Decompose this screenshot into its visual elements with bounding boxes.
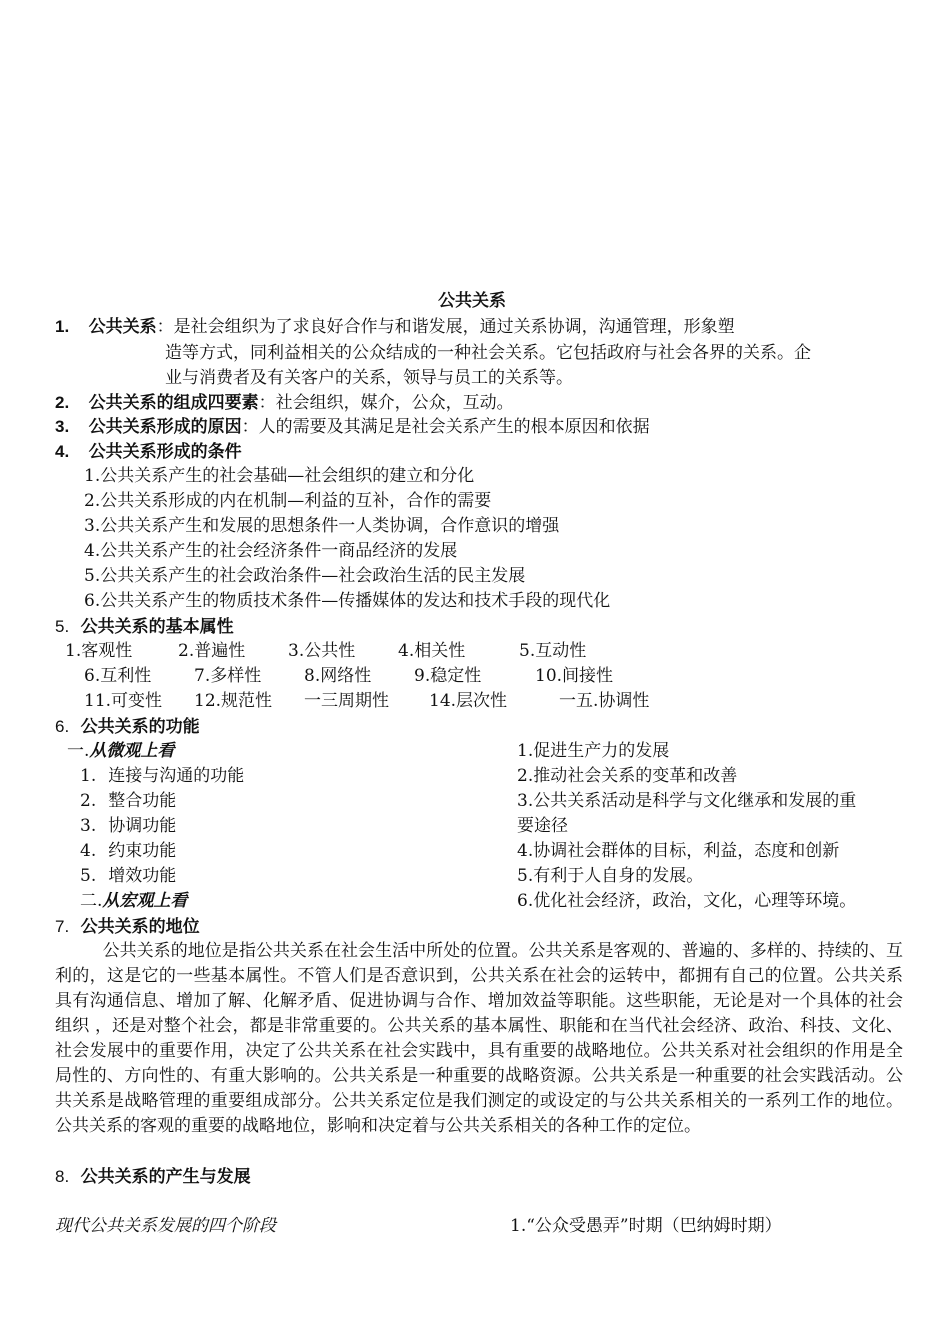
section-4-heading: [55, 439, 242, 465]
macro-item: 4.协调社会群体的目标，利益，态度和创新: [517, 841, 840, 861]
section-text: 人的需要及其满足是社会关系产生的根本原因和依据: [258, 417, 650, 437]
section-1-line3: 业与消费者及有关客户的关系，领导与员工的关系等。: [165, 368, 573, 388]
colon: ：: [156, 317, 174, 337]
attribute: 11.可变性: [84, 691, 163, 711]
list-item: 4.公共关系产生的社会经济条件一商品经济的发展: [84, 541, 458, 561]
attribute: 3.公共性: [288, 641, 356, 661]
section-term: 公共关系的组成四要素: [88, 393, 259, 413]
section-number: 1.: [55, 317, 70, 336]
definition-text: 是社会组织为了求良好合作与和谐发展，通过关系协调，沟通管理，形象塑: [173, 317, 735, 337]
section-term: 公共关系的功能: [80, 717, 200, 737]
section-number: 3.: [55, 417, 70, 436]
attribute: 2.普遍性: [178, 641, 246, 661]
macro-item: 5.有利于人自身的发展。: [517, 866, 704, 886]
section-number: 5.: [55, 617, 70, 636]
macro-heading: [80, 889, 187, 914]
list-item: 1. 连接与沟通的功能: [80, 766, 245, 786]
list-item: 3.公共关系产生和发展的思想条件一人类协调，合作意识的增强: [84, 516, 560, 536]
stages-label: 现代公共关系发展的四个阶段: [55, 1216, 276, 1236]
section-number: 7.: [55, 917, 70, 936]
section-7-heading: [55, 914, 200, 940]
section-1-line1: [55, 314, 735, 340]
section-1-line2: 造等方式，同利益相关的公众结成的一种社会关系。它包括政府与社会各界的关系。企: [165, 343, 811, 363]
list-item: 3. 协调功能: [80, 816, 177, 836]
attribute: 1.客观性: [65, 641, 133, 661]
position-paragraph: 公共关系的地位是指公共关系在社会生活中所处的位置。公共关系是客观的、普遍的、多样的、持续的、互利的，这是它的一些基本属性。不管人们是否意识到，公共关系在社会的运转中，都拥有自己的位置。公共关系具有沟通信息、增加了解、化解矛盾、促进协调与合作、增加效益等职能。这些职能，无论是对一个具体的社会组织 ，还是对整个社会，都是非常重要的。公共关系的基本属性、职能和在当代社会经济、政治、科技、文化、社会发展中的重要作用，决定了公共关系在社会实践中，具有重要的战略地位。公共关系对社会组织的作用是全局性的、方向性的、有重大影响的。公共关系是一种重要的战略资源。公共关系是一种重要的社会实践活动。公共关系是战略管理的重要组成部分。公共关系定位是我们测定的或设定的与公共关系相关的一系列工作的地位。公共关系的客观的重要的战略地位，影响和决定着与公共关系相关的各种工作的定位。: [55, 941, 903, 1136]
attribute: 4.相关性: [398, 641, 466, 661]
stage-item: 1.“公众受愚弄”时期（巴纳姆时期）: [510, 1216, 782, 1236]
section-number: 6.: [55, 717, 70, 736]
section-number: 4.: [55, 442, 70, 461]
macro-item: 要途径: [517, 816, 568, 836]
macro-item: 1.促进生产力的发展: [517, 741, 670, 761]
attribute: 6.互利性: [84, 666, 152, 686]
attribute: 5.互动性: [519, 641, 587, 661]
attribute: 8.网络性: [304, 666, 372, 686]
micro-heading: [67, 739, 174, 764]
section-term: 公共关系的产生与发展: [80, 1167, 251, 1187]
list-item: 6.公共关系产生的物质技术条件—传播媒体的发达和技术手段的现代化: [84, 591, 611, 611]
section-number: 2.: [55, 393, 70, 412]
list-item: 2.公共关系形成的内在机制—利益的互补，合作的需要: [84, 491, 492, 511]
attribute: 一五.协调性: [559, 691, 650, 711]
page-title: 公共关系: [438, 291, 506, 311]
colon: ：: [241, 417, 259, 437]
section-term: 公共关系: [88, 317, 157, 337]
section-6-heading: [55, 714, 200, 740]
list-item: 2. 整合功能: [80, 791, 177, 811]
list-item: 4. 约束功能: [80, 841, 177, 861]
attribute: 14.层次性: [429, 691, 508, 711]
macro-prefix: 二.: [80, 891, 103, 911]
attribute: 7.多样性: [194, 666, 262, 686]
macro-item: 2.推动社会关系的变革和改善: [517, 766, 738, 786]
list-item: 5. 增效功能: [80, 866, 177, 886]
attribute: 一三周期性: [304, 691, 389, 711]
section-term: 公共关系形成的条件: [88, 442, 242, 462]
section-term: 公共关系的地位: [80, 917, 200, 937]
attribute: 12.规范性: [194, 691, 273, 711]
list-item: 5.公共关系产生的社会政治条件—社会政治生活的民主发展: [84, 566, 526, 586]
micro-label: 从微观上看: [89, 741, 175, 761]
section-text: 社会组织，媒介，公众，互动。: [275, 393, 514, 413]
attribute: 10.间接性: [535, 666, 614, 686]
colon: ：: [258, 393, 276, 413]
micro-prefix: 一.: [67, 741, 90, 761]
section-2: [55, 390, 514, 416]
section-5-heading: [55, 614, 234, 640]
section-term: 公共关系形成的原因: [88, 417, 242, 437]
list-item: 1.公共关系产生的社会基础—社会组织的建立和分化: [84, 466, 475, 486]
macro-item: 3.公共关系活动是科学与文化继承和发展的重: [517, 791, 857, 811]
section-number: 8.: [55, 1167, 70, 1186]
macro-item: 6.优化社会经济，政治，文化，心理等环境。: [517, 891, 857, 911]
section-8-heading: [55, 1164, 251, 1190]
macro-label: 从宏观上看: [102, 891, 188, 911]
section-term: 公共关系的基本属性: [80, 617, 234, 637]
section-3: [55, 414, 650, 440]
attribute: 9.稳定性: [414, 666, 482, 686]
